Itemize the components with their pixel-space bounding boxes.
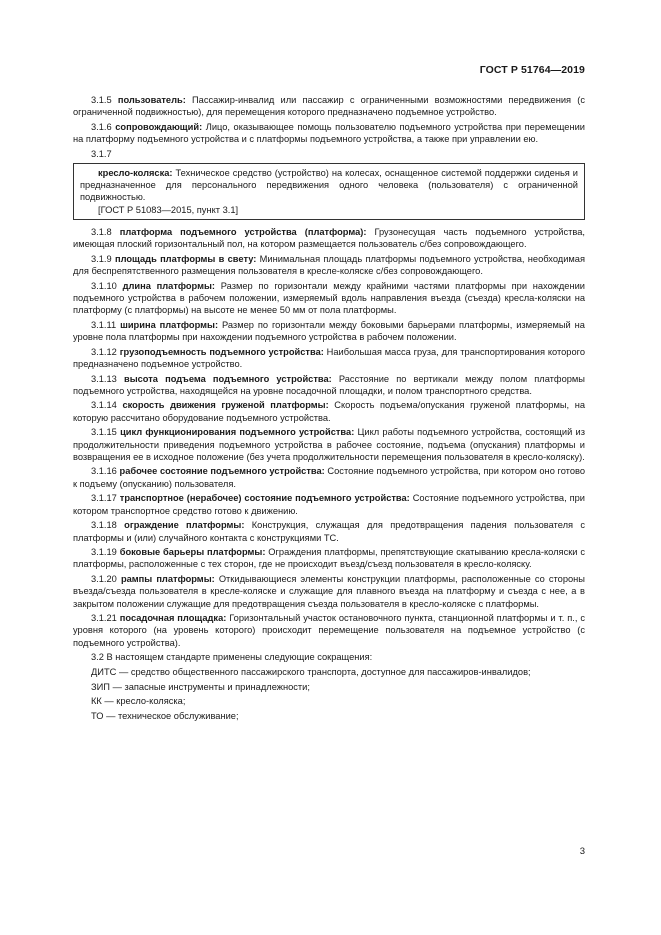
definition-number: 3.1.13	[91, 373, 117, 384]
definition-text: Расстояние по вертикали между полом платформы подъемного устройства, находящейся на уровне посадочной площадки, и полом транспортного средства.	[73, 373, 585, 396]
definition-term: рабочее состояние подъемного устройства:	[119, 466, 325, 477]
definition-number: 3.1.10	[91, 280, 117, 291]
definitions-group-a	[73, 94, 585, 145]
definition-paragraph	[73, 399, 585, 423]
definition-text: Скорость подъема/опускания груженой платформы, на которую рассчитано оборудование подъемного устройства.	[73, 400, 585, 423]
definition-paragraph	[73, 121, 585, 145]
definition-text: Минимальная площадь платформы подъемного устройства, необходимая для беспрепятственного размещения пользователя в кресле-коляске с/без сопровождающего.	[73, 253, 585, 276]
definition-term: кресло-коляска:	[98, 168, 173, 179]
definition-text: Грузонесущая часть подъемного устройства, имеющая плоский горизонтальный пол, на котором размещается пользователь с/без сопровождающего.	[73, 226, 585, 250]
definition-term: посадочная площадка:	[119, 613, 227, 624]
definition-number: 3.1.20	[91, 574, 117, 585]
definition-text: Ограждения платформы, препятствующие скатыванию кресла-коляски с платформы, расположенные с тех сторон, где не происходит въезд/съезд пользователя в кресло-коляску.	[73, 547, 586, 570]
definition-term: ширина платформы:	[120, 319, 219, 330]
abbreviations-list	[73, 666, 585, 722]
definition-number: 3.1.16	[91, 466, 117, 477]
definition-term: боковые барьеры платформы:	[119, 547, 266, 558]
definition-paragraph	[73, 280, 585, 317]
definition-number: 3.1.9	[91, 253, 112, 264]
definition-text: Наибольшая масса груза, для транспортирования которого предназначено подъемное устройство.	[73, 346, 585, 369]
definition-term: скорость движения груженой платформы:	[122, 400, 329, 411]
definition-reference: [ГОСТ Р 51083—2015, пункт 3.1]	[98, 204, 239, 215]
definition-number: 3.1.12	[91, 346, 117, 357]
abbreviation-item: КК — кресло-коляска;	[91, 696, 186, 707]
definition-text: Откидывающиеся элементы конструкции платформы, расположенные со стороны въезда/съезда пользователя в кресле-коляске и служащие для плавного въезда на платформу и съезда с нее, а в закрытом положении служащие для предотвращения съезда пользователя в кресло-коляске с платформы.	[73, 574, 585, 609]
definition-number: 3.1.21	[91, 613, 117, 624]
abbreviation-item: ТО — техническое обслуживание;	[91, 711, 239, 722]
definition-text: Размер по горизонтали между боковыми барьерами платформы, измеряемый на уровне пола платформы при нахождении подъемного устройства в рабочем положении.	[73, 319, 585, 342]
page-number: 3	[579, 846, 585, 857]
definitions-group-b	[73, 226, 585, 649]
document-body	[73, 94, 585, 725]
definition-paragraph	[73, 319, 585, 343]
definition-term: высота подъема подъемного устройства:	[123, 373, 332, 384]
quoted-definition-box	[73, 163, 585, 220]
definition-number: 3.1.18	[91, 520, 117, 531]
definition-paragraph	[73, 519, 585, 543]
definition-paragraph	[73, 573, 585, 610]
definition-number: 3.1.17	[91, 493, 117, 504]
definition-paragraph	[73, 612, 585, 649]
definition-text: Состояние подъемного устройства, при котором оно готово к подъему (опусканию) пользователя.	[73, 466, 585, 489]
definition-term: цикл функционирования подъемного устройства:	[120, 427, 355, 438]
definition-number: 3.1.7	[91, 148, 112, 159]
definition-text: Пассажир-инвалид или пассажир с ограниченными возможностями передвижения (с ограниченной подвижностью), для перемещения которого предназначено подъемное устройство.	[73, 95, 585, 118]
definition-paragraph	[73, 226, 585, 250]
definition-paragraph	[73, 426, 585, 463]
definition-text: Техническое средство (устройство) на колесах, оснащенное системой поддержки сиденья и предназначенное для персонального передвижения одного человека (пользователя) с ограниченной подвижностью.	[80, 168, 578, 203]
definition-text: Размер по горизонтали между крайними частями платформы при нахождении подъемного устройства в рабочем положении, измеряемый вдоль направления въезда (съезда) кресла-коляски на платформу (с платформы) на высоте не менее 50 мм от пола платформы.	[73, 280, 585, 316]
definition-term: сопровождающий:	[115, 121, 203, 132]
definition-term: длина платформы:	[122, 280, 216, 291]
definition-paragraph	[73, 546, 585, 570]
definition-text: Конструкция, служащая для предотвращения падения пользователя с платформы и (или) случайного контакта с конструкциями ТС.	[73, 520, 585, 543]
definition-number: 3.1.6	[91, 121, 112, 132]
definition-number: 3.1.11	[91, 319, 117, 330]
definition-paragraph	[73, 253, 585, 277]
definition-number: 3.1.14	[91, 400, 117, 411]
definition-term: ограждение платформы:	[124, 520, 245, 531]
definition-term: платформа подъемного устройства (платформа):	[119, 226, 367, 237]
definition-paragraph	[73, 465, 585, 489]
definition-paragraph	[73, 373, 585, 397]
definition-number: 3.1.19	[91, 547, 117, 558]
definition-number: 3.1.15	[91, 427, 117, 438]
abbreviations-intro: 3.2 В настоящем стандарте применены следующие сокращения:	[91, 652, 373, 663]
definition-text: Цикл работы подъемного устройства, состоящий из продолжительности приведения подъемного устройства в рабочее состояние, подъема (опускания) платформы и возвращения ее в исходное положение (без учета продолжительности перемещения пользователя в кресло-коляску).	[73, 427, 585, 462]
definition-term: пользователь:	[117, 95, 186, 105]
definition-term: рампы платформы:	[120, 574, 215, 585]
definition-paragraph	[73, 94, 585, 118]
definition-term: транспортное (нерабочее) состояние подъемного устройства:	[119, 493, 410, 504]
definition-text: Лицо, оказывающее помощь пользователю подъемного устройства при перемещении на платформу подъемного устройства и с платформы подъемного устройства, а также при управлении ею.	[73, 121, 585, 145]
definition-paragraph	[73, 346, 585, 370]
definition-number: 3.1.5	[91, 95, 112, 105]
definition-paragraph	[80, 167, 578, 204]
definition-text: Состояние подъемного устройства, при котором транспортное средство готово к движению.	[73, 493, 585, 516]
document-number: ГОСТ Р 51764—2019	[479, 64, 585, 76]
abbreviation-item: ДИТС — средство общественного пассажирского транспорта, доступное для пассажиров-инвалидов;	[91, 667, 531, 678]
definition-text: Горизонтальный участок остановочного пункта, станционной платформы и т. п., с уровня которого (на уровень которого) происходит перемещение пользователя на подъемное устройство (с подъемного устройства).	[73, 613, 585, 648]
abbreviation-item: ЗИП — запасные инструменты и принадлежности;	[91, 681, 310, 692]
definition-term: площадь платформы в свету:	[114, 253, 257, 264]
definition-term: грузоподъемность подъемного устройства:	[119, 346, 324, 357]
definition-number: 3.1.8	[91, 226, 112, 237]
definition-paragraph	[73, 492, 585, 516]
